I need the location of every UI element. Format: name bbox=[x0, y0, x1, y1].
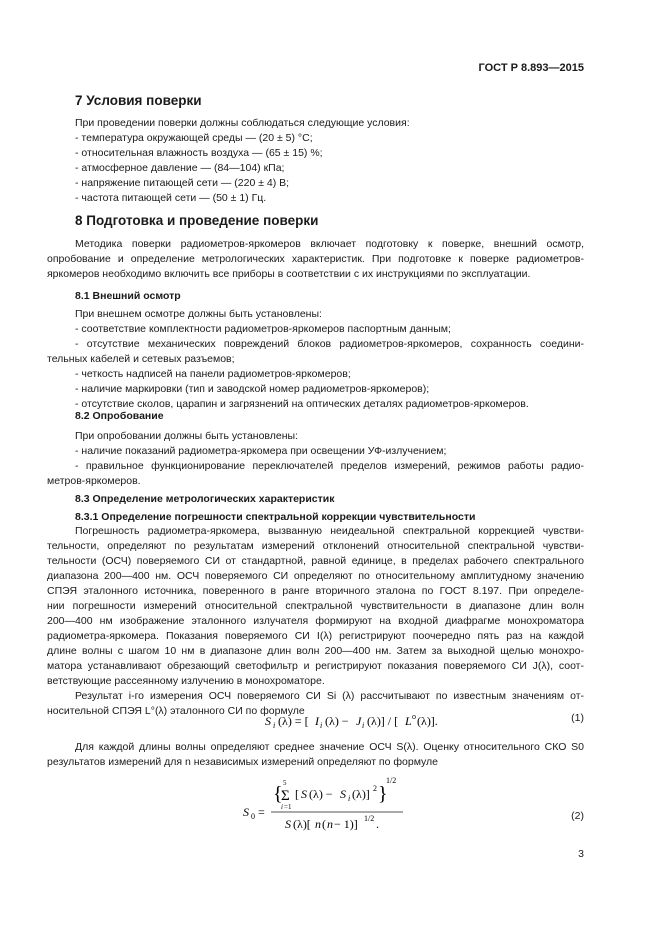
section-7-intro: При проведении поверки должны соблюдаться следующие условия: bbox=[75, 117, 410, 129]
svg-text:S: S bbox=[285, 817, 291, 831]
svg-text:J: J bbox=[356, 714, 362, 728]
formula-1-graphic bbox=[265, 710, 465, 732]
svg-text:5: 5 bbox=[283, 779, 287, 787]
list-item: - отсутствие механических повреждений блоков радиометров-яркомеров, сохранность соедини- bbox=[75, 338, 584, 350]
svg-text:=1: =1 bbox=[284, 803, 292, 811]
svg-text:i: i bbox=[273, 721, 276, 730]
paragraph-line: результатов измерений для n независимых измерений определяют по формуле bbox=[47, 756, 439, 768]
section-8-paragraph bbox=[47, 237, 584, 282]
svg-text:(λ) −: (λ) − bbox=[325, 714, 349, 728]
paragraph-line: диапазона 200—400 нм. ОСЧ поверяемого СИ определяют по относительному амплитудному значению bbox=[47, 570, 584, 582]
equation-number-2: (2) bbox=[571, 810, 584, 822]
svg-text:i: i bbox=[320, 721, 323, 730]
section-8-1-intro: При внешнем осмотре должны быть установлены: bbox=[75, 308, 322, 320]
svg-text:n: n bbox=[315, 817, 321, 831]
section-7-item: - относительная влажность воздуха — (65 ± 15) %; bbox=[75, 147, 323, 159]
svg-text:=: = bbox=[258, 805, 265, 819]
svg-text:i: i bbox=[362, 721, 365, 730]
paragraph-line: носительной СПЭЯ L°(λ) эталонного СИ по формуле bbox=[47, 705, 305, 717]
section-8-3-1-title: 8.3.1 Определение погрешности спектральной коррекции чувствительности bbox=[75, 511, 476, 523]
section-8-title: 8 Подготовка и проведение поверки bbox=[75, 213, 319, 228]
svg-text:}: } bbox=[378, 783, 388, 805]
svg-text:[: [ bbox=[295, 787, 299, 801]
svg-text:(λ)].: (λ)]. bbox=[417, 714, 438, 728]
paragraph-line: ветствующие рассеянному излучению в монохроматоре. bbox=[47, 675, 325, 687]
list-item: - наличие маркировки (тип и заводской номер радиометров-яркомеров); bbox=[75, 383, 430, 395]
section-7-title: 7 Условия поверки bbox=[75, 93, 202, 108]
svg-text:(λ) = [: (λ) = [ bbox=[278, 714, 309, 728]
svg-text:(λ) −: (λ) − bbox=[309, 787, 333, 801]
paragraph-line: Результат i-го измерения ОСЧ поверяемого СИ Si (λ) рассчитывают по известным значениям от- bbox=[75, 690, 584, 702]
list-item: - соответствие комплектности радиометров-яркомеров паспортным данным; bbox=[75, 323, 451, 335]
svg-text:1/2: 1/2 bbox=[364, 814, 375, 823]
formula-2 bbox=[243, 774, 423, 842]
list-item: тельных кабелей и сетевых разъемов; bbox=[47, 353, 235, 365]
section-8-3-title: 8.3 Определение метрологических характеристик bbox=[75, 493, 335, 505]
paragraph-line: СПЭЯ эталонного источника, поверенного в ранге вторичного эталона по ГОСТ 8.197. При определе- bbox=[47, 585, 584, 597]
svg-text:Σ: Σ bbox=[281, 788, 290, 804]
svg-text:(λ)[: (λ)[ bbox=[293, 817, 311, 831]
svg-text:(λ)]: (λ)] bbox=[352, 787, 370, 801]
svg-text:n: n bbox=[327, 817, 333, 831]
list-item: - правильное функционирование переключателей пределов измерений, режимов работы радио- bbox=[75, 460, 584, 472]
section-8-2-title: 8.2 Опробование bbox=[75, 410, 164, 422]
formula-2-graphic bbox=[243, 774, 423, 838]
section-7-item: - атмосферное давление — (84—104) кПа; bbox=[75, 162, 285, 174]
paragraph-line: Погрешность радиометра-яркомера, вызванную неидеальной спектральной коррекцией чувстви- bbox=[75, 525, 584, 537]
svg-text:0: 0 bbox=[251, 812, 255, 821]
document-header: ГОСТ Р 8.893—2015 bbox=[478, 62, 584, 74]
section-7-item: - напряжение питающей сети — (220 ± 4) В; bbox=[75, 177, 290, 189]
paragraph-line: длине волны с шагом 10 нм в диапазоне длин волн 200—400 нм. Затем за выходной щелью монохро- bbox=[47, 645, 584, 657]
paragraph-line: тельности (ОСЧ) поверяемого СИ от стандартной, равной единице, в пределах рабочего спектрального bbox=[47, 555, 584, 567]
equation-number-1: (1) bbox=[571, 712, 584, 724]
svg-text:− 1)]: − 1)] bbox=[334, 817, 358, 831]
paragraph-line: нии погрешности измерений относительной спектральной чувствительности в диапазоне длин волн bbox=[47, 600, 584, 612]
paragraph-line: Методика поверки радиометров-яркомеров включает подготовку к поверке, внешний осмотр, bbox=[75, 238, 584, 250]
svg-text:(λ)] / [: (λ)] / [ bbox=[367, 714, 399, 728]
list-item: - отсутствие сколов, царапин и загрязнений на оптических деталях радиометров-яркомеров. bbox=[75, 398, 529, 410]
svg-text:S: S bbox=[265, 714, 271, 728]
svg-text:1/2: 1/2 bbox=[386, 776, 397, 785]
list-item: - четкость надписей на панели радиометров-яркомеров; bbox=[75, 368, 351, 380]
paragraph-line: радиометра-яркомера. Показания поверяемого СИ I(λ) регистрируют поочередно пять раз на каждой bbox=[47, 630, 584, 642]
svg-text:I: I bbox=[315, 714, 319, 728]
formula-1 bbox=[265, 710, 465, 736]
section-7-item: - частота питающей сети — (50 ± 1) Гц. bbox=[75, 192, 267, 204]
svg-text:.: . bbox=[376, 817, 379, 831]
svg-text:S: S bbox=[301, 787, 307, 801]
svg-text:i: i bbox=[348, 794, 351, 803]
section-8-3-1-paragraph bbox=[47, 524, 584, 689]
paragraph-line: яркомеров необходимо включить все приборы в соответствии с их инструкциями по эксплуатации. bbox=[47, 268, 531, 280]
list-item: метров-яркомеров. bbox=[47, 475, 141, 487]
paragraph-line: 200—400 нм изображение эталонного излучателя формируют на входной диафрагме монохроматора bbox=[47, 615, 584, 627]
section-7-item: - температура окружающей среды — (20 ± 5) °С; bbox=[75, 132, 313, 144]
section-8-2-intro: При опробовании должны быть установлены: bbox=[75, 430, 298, 442]
paragraph-line: тельности, определяют по результатам измерений отклонений относительной спектральной чувстви- bbox=[47, 540, 584, 552]
section-8-1-title: 8.1 Внешний осмотр bbox=[75, 290, 181, 302]
paragraph-line: матора устанавливают обрезающий светофильтр и регистрируют показания поверяемого СИ J(λ), соот- bbox=[47, 660, 584, 672]
svg-text:i: i bbox=[281, 803, 283, 811]
paragraph-line: Для каждой длины волны определяют среднее значение ОСЧ S(λ). Оценку относительного СКО S0 bbox=[75, 741, 584, 753]
section-8-1-list bbox=[47, 322, 584, 412]
svg-text:(: ( bbox=[322, 817, 326, 831]
svg-text:S: S bbox=[243, 805, 249, 819]
svg-text:o: o bbox=[412, 712, 416, 721]
svg-text:{: { bbox=[273, 783, 283, 805]
svg-text:S: S bbox=[340, 787, 346, 801]
paragraph-line: опробование и определение метрологических характеристик. При подготовке к поверке радиометров- bbox=[47, 253, 584, 265]
svg-text:L: L bbox=[405, 714, 412, 728]
page-number: 3 bbox=[578, 848, 584, 860]
svg-text:2: 2 bbox=[373, 784, 377, 793]
section-8-2-list bbox=[47, 444, 584, 489]
mean-paragraph bbox=[47, 740, 584, 770]
list-item: - наличие показаний радиометра-яркомера при освещении УФ-излучением; bbox=[75, 445, 447, 457]
